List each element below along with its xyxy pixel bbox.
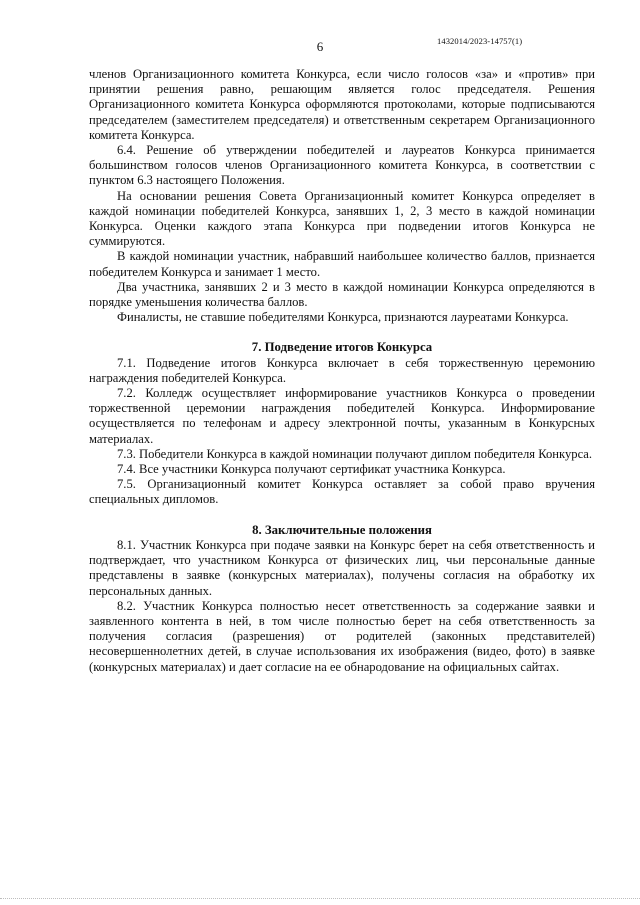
paragraph-8-2: 8.2. Участник Конкурса полностью несет ответственность за содержание заявки и заявленного контента в ней, в том числе полностью берет на себя ответственность за получения согласия (разрешения) от родителей (законных представителей) несовершеннолетних детей, в случае использования их изображения (видео, фото) в заявке (конкурсных материалах) и дает согласие на ее обнародование на официальных сайтах. <box>89 598 595 674</box>
page-number: 6 <box>316 39 324 54</box>
section-spacer <box>89 325 595 340</box>
paragraph-7-1: 7.1. Подведение итогов Конкурса включает в себя торжественную церемонию награждения победителей Конкурса. <box>89 355 595 385</box>
section-7-heading: 7. Подведение итогов Конкурса <box>251 340 433 355</box>
paragraph-7-2: 7.2. Колледж осуществляет информирование участников Конкурса о проведении торжественной церемонии награждения победителей Конкурса. Информирование осуществляется по телефонам и адресу электронной почты, указанным в Конкурсных материалах. <box>89 386 595 446</box>
section-spacer <box>89 508 595 523</box>
paragraph-7-5: 7.5. Организационный комитет Конкурса оставляет за собой право вручения специальных дипломов. <box>89 477 595 507</box>
scan-edge-line <box>0 898 640 899</box>
document-body <box>89 67 595 675</box>
document-number: 1432014/2023-14757(1) <box>437 36 523 46</box>
paragraph-7-4: 7.4. Все участники Конкурса получают сертификат участника Конкурса. <box>117 462 506 477</box>
section-8-heading: 8. Заключительные положения <box>252 522 432 537</box>
paragraph-council-decision: На основании решения Совета Организационный комитет Конкурса определяет в каждой номинации победителей Конкурса, занявших 1, 2, 3 место в каждой номинации Конкурса. Оценки каждого этапа Конкурса при подведении итогов Конкурса не суммируются. <box>89 188 595 249</box>
paragraph-first-place: В каждой номинации участник, набравший наибольшее количество баллов, признается победителем Конкурса и занимает 1 место. <box>89 249 595 279</box>
paragraph-6-3-continued: членов Организационного комитета Конкурса, если число голосов «за» и «против» при принятии решения равно, решающим является голос председателя. Решения Организационного комитета Конкурса оформляются протоколами, которые подписываются председателем (заместителем председателя) и ответственным секретарем Организационного комитета Конкурса. <box>89 67 595 142</box>
paragraph-laureates: Финалисты, не ставшие победителями Конкурса, признаются лауреатами Конкурса. <box>117 310 569 325</box>
paragraph-8-1: 8.1. Участник Конкурса при подаче заявки на Конкурс берет на себя ответственность и подтверждает, что участником Конкурса от физических лиц, чьи персональные данные представлены в заявке (конкурсных материалах), получены согласия на обработку их персональных данных. <box>89 537 595 598</box>
paragraph-second-third-place: Два участника, занявших 2 и 3 место в каждой номинации Конкурса определяются в порядке уменьшения количества баллов. <box>89 279 595 310</box>
paragraph-7-3: 7.3. Победители Конкурса в каждой номинации получают диплом победителя Конкурса. <box>117 446 593 461</box>
paragraph-6-4: 6.4. Решение об утверждении победителей и лауреатов Конкурса принимается большинством голосов членов Организационного комитета Конкурса, в соответствии с пунктом 6.3 настоящего Положения. <box>89 143 595 188</box>
